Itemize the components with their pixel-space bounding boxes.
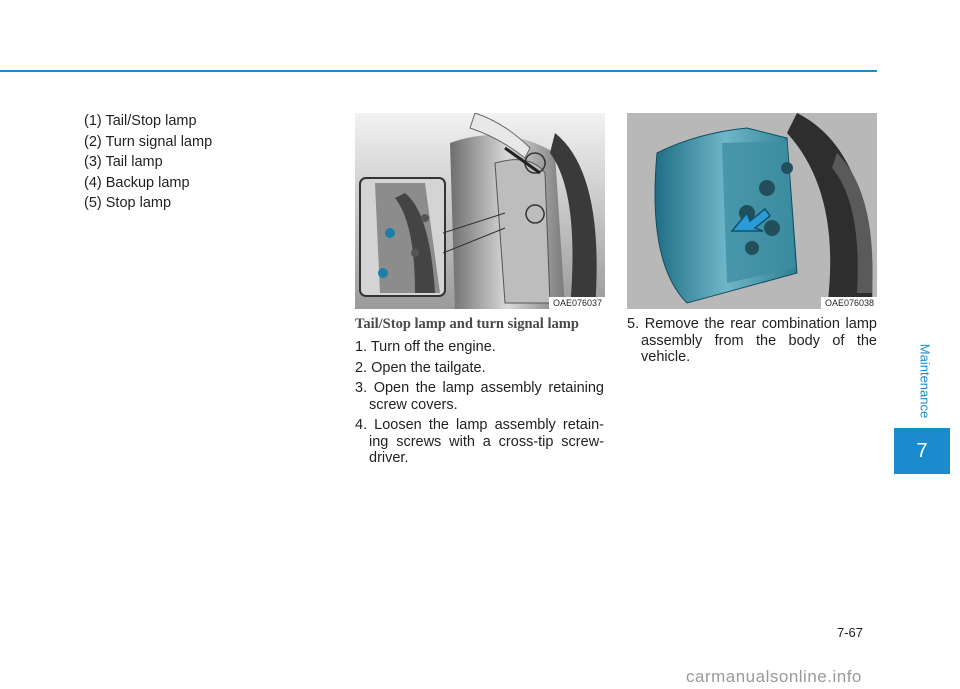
step-item: 4. Loosen the lamp assembly retain-ing screws with a cross-tip screw-driver. (355, 417, 604, 466)
steps-list-continued (627, 316, 877, 370)
lamp-removal-illustration (627, 113, 877, 309)
legend-item: (1) Tail/Stop lamp (84, 113, 197, 129)
figure-screw-removal (355, 113, 605, 309)
legend-item: (5) Stop lamp (84, 195, 172, 212)
chapter-number-tab: 7 (894, 428, 950, 474)
screw-removal-illustration (355, 113, 605, 309)
section-heading: Tail/Stop lamp and turn signal lamp (355, 316, 579, 332)
step-item: 2. Open the tailgate. (355, 359, 486, 376)
step-item: 5. Remove the rear combination lamp assembly from the body of the vehicle. (627, 316, 877, 365)
figure-lamp-removal (627, 113, 877, 309)
legend-item: (2) Turn signal lamp (84, 133, 213, 150)
figure-code: OAE076038 (821, 297, 877, 309)
chapter-title: Maintenance (917, 343, 933, 419)
header-rule (0, 70, 877, 72)
step-item: 3. Open the lamp assembly retaining screw covers. (355, 380, 604, 413)
steps-list (355, 339, 604, 471)
watermark: carmanualsonline.info (686, 667, 862, 686)
step-item: 1. Turn off the engine. (355, 339, 496, 355)
figure-code: OAE076037 (549, 297, 605, 309)
lamp-legend-list (84, 111, 212, 214)
page-number: 7-67 (837, 625, 864, 640)
legend-item: (4) Backup lamp (84, 174, 190, 191)
chapter-title-tab (893, 335, 957, 427)
legend-item: (3) Tail lamp (84, 154, 163, 171)
